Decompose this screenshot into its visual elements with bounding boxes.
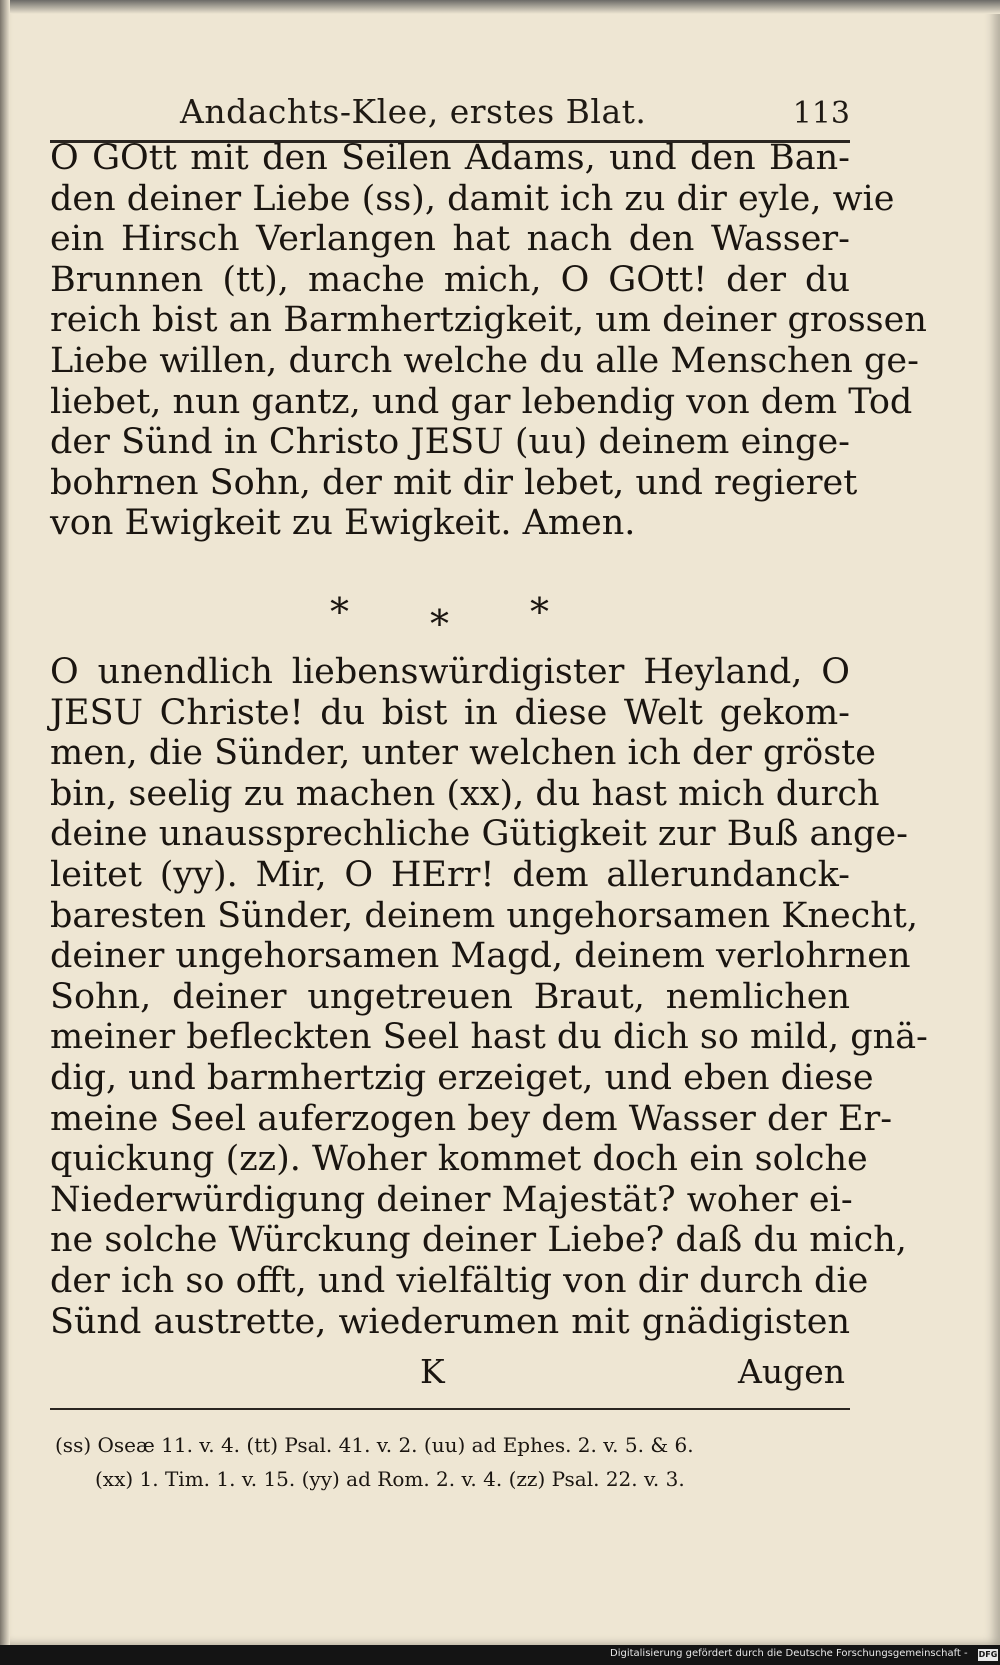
text-line: men, die Sünder, unter welchen ich der gröste [50,733,876,774]
footnote-rule [50,1408,850,1410]
asterisk: * [530,590,549,634]
page-number: 113 [792,96,850,131]
catchline [50,1352,850,1392]
text-line: leitet (yy). Mir, O HErr! dem allerundanck- [50,854,850,895]
text-line: deiner ungehorsamen Magd, deinem verlohrnen [50,936,911,977]
text-line: ein Hirsch Verlangen hat nach den Wasser- [50,219,850,260]
page-header [50,92,850,136]
text-line: Liebe willen, durch welche du alle Menschen ge- [50,340,919,381]
asterisk: * [430,602,449,646]
footnotes [55,1428,855,1496]
text-line: quickung (zz). Woher kommet doch ein solche [50,1139,868,1180]
text-line: O unendlich liebenswürdigister Heyland, O [50,652,850,692]
catchword: Augen [738,1352,845,1391]
text-line: liebet, nun gantz, und gar lebendig von dem Tod [50,381,913,422]
text-line: deine unaussprechliche Gütigkeit zur Buß ange- [50,814,908,855]
text-line: Brunnen (tt), mache mich, O GOtt! der du [50,259,850,300]
dfg-logo: DFG [978,1650,998,1659]
text-line: der Sünd in Christo JESU (uu) deinem einge- [50,422,850,463]
text-line: bohrnen Sohn, der mit dir lebet, und regieret [50,462,858,503]
text-line: ne solche Würckung deiner Liebe? daß du mich, [50,1220,907,1261]
asterisk: * [330,590,349,634]
footnote-line: (xx) 1. Tim. 1. v. 15. (yy) ad Rom. 2. v. 4. (zz) Psal. 22. v. 3. [95,1467,685,1491]
paragraph-2 [50,652,928,1342]
signature-mark: K [420,1352,445,1391]
text-line: JESU Christe! du bist in diese Welt gekom- [50,692,850,733]
text-line: den deiner Liebe (ss), damit ich zu dir eyle, wie [50,178,895,219]
footnote-line: (ss) Oseæ 11. v. 4. (tt) Psal. 41. v. 2. (uu) ad Ephes. 2. v. 5. & 6. [55,1433,694,1457]
text-line: Sünd austrette, wiederumen mit gnädigisten [50,1301,850,1342]
text-line: bin, seelig zu machen (xx), du hast mich durch [50,773,880,814]
digitization-credit: Digitalisierung gefördert durch die Deutsche Forschungsgemeinschaft - [610,1648,968,1659]
text-line: von Ewigkeit zu Ewigkeit. Amen. [50,503,636,544]
text-line: Niederwürdigung deiner Majestät? woher ei- [50,1179,853,1220]
asterism-divider [330,590,570,646]
page-top-shadow [0,0,1000,14]
text-line: Sohn, deiner ungetreuen Braut, nemlichen [50,976,850,1017]
text-line: dig, und barmhertzig erzeiget, und eben diese [50,1057,874,1098]
running-head: Andachts-Klee, erstes Blat. [180,92,647,131]
text-line: meine Seel auferzogen bey dem Wasser der Er- [50,1098,893,1139]
text-line: reich bist an Barmhertzigkeit, um deiner grossen [50,300,927,341]
text-line: baresten Sünder, deinem ungehorsamen Knecht, [50,895,918,936]
text-line: der ich so offt, und vielfältig von dir durch die [50,1260,869,1301]
text-line: meiner befleckten Seel hast du dich so mild, gnä- [50,1017,928,1058]
paragraph-1 [50,138,927,544]
page-gutter-shadow [0,0,10,1645]
text-line: O GOtt mit den Seilen Adams, und den Ban- [50,138,850,178]
